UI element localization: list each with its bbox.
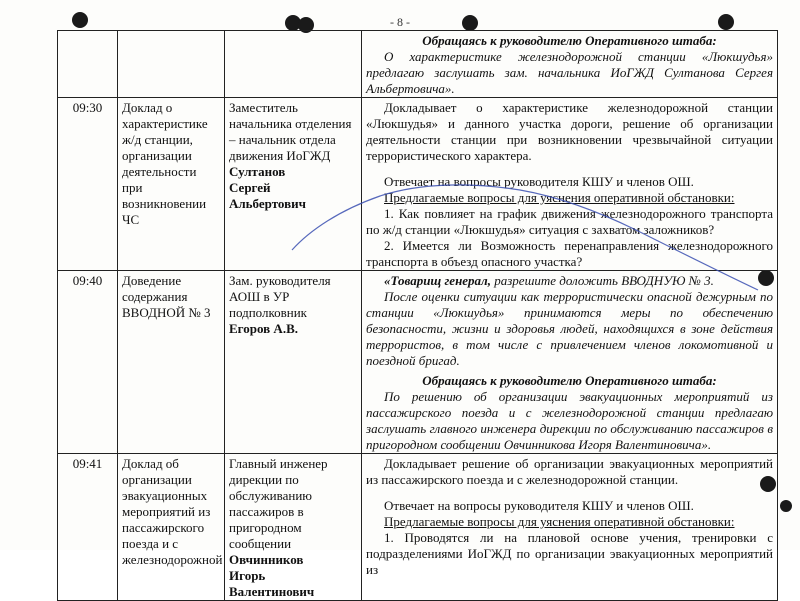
time-cell <box>58 31 118 98</box>
content-cell <box>362 98 778 271</box>
speaker-name: Егоров А.В. <box>229 321 298 336</box>
content-paragraph: Отвечает на вопросы руководителя КШУ и членов ОШ. <box>384 174 694 189</box>
speaker-role: Главный инженер дирекции по обслуживанию пассажиров в пригородном сообщении <box>229 456 328 551</box>
content-text: О характеристике железнодорожной станции «Люкшудья» предлагаю заслушать зам. начальника ИоГЖД Султанова Сергея Альбертовича». <box>366 49 773 96</box>
lead-bold: «Товарищ генерал, <box>384 273 491 288</box>
topic-cell <box>118 31 225 98</box>
time-cell: 09:41 <box>58 454 118 601</box>
content-paragraph: Докладывает решение об организации эвакуационных мероприятий из пассажирского поезда и с железнодорожной станции. <box>366 456 773 487</box>
speaker-name: Султанов <box>229 164 286 179</box>
speaker-role: Зам. руководителя АОШ в УР подполковник <box>229 273 331 320</box>
speaker-cell <box>225 98 362 271</box>
question-item: 1. Как повлияет на график движения железнодорожного транспорта по ж/д станции «Люкшудья» ситуация с захватом заложников? <box>366 206 773 237</box>
speaker-name: Игорь <box>229 568 266 583</box>
topic-cell: Доклад о характеристике ж/д станции, организации деятельности при возникновении ЧС <box>118 98 225 271</box>
punch-hole-top-4 <box>462 15 478 31</box>
content-heading: Обращаясь к руководителю Оперативного штаба: <box>422 33 717 48</box>
speaker-role: Заместитель начальника отделения – начальник отдела движения ИоГЖД <box>229 100 352 163</box>
table-row <box>58 454 778 601</box>
page-number: - 8 - <box>390 15 410 29</box>
speaker-name: Овчинников <box>229 552 304 567</box>
content-heading: Обращаясь к руководителю Оперативного штаба: <box>422 373 717 388</box>
table-row <box>58 98 778 271</box>
content-cell <box>362 31 778 98</box>
time-cell: 09:30 <box>58 98 118 271</box>
punch-hole-right-3 <box>780 500 792 512</box>
content-paragraph: По решению об организации эвакуационных мероприятий из пассажирского поезда и с железнодорожной станции предлагаю заслушать главного инженера дирекции по обслуживанию пассажиров в пригородном сообщении Овчинникова Игоря Валентиновича». <box>366 389 773 452</box>
topic-cell: Доклад об организации эвакуационных мероприятий из пассажирского поезда и с железнодорожной <box>118 454 225 601</box>
table-row <box>58 31 778 98</box>
questions-heading: Предлагаемые вопросы для уяснения оперативной обстановки: <box>384 514 735 529</box>
speaker-cell <box>225 271 362 454</box>
question-item: 1. Проводятся ли на плановой основе учения, тренировки с подразделениями ИоГЖД по организации эвакуационных мероприятий из <box>366 530 773 577</box>
speaker-name: Валентинович <box>229 584 315 599</box>
content-lead <box>366 273 773 289</box>
content-paragraph: Отвечает на вопросы руководителя КШУ и членов ОШ. <box>384 498 694 513</box>
speaker-name: Альбертович <box>229 196 306 211</box>
punch-hole-top-1 <box>72 12 88 28</box>
speaker-cell <box>225 31 362 98</box>
questions-heading: Предлагаемые вопросы для уяснения оперативной обстановки: <box>384 190 735 205</box>
table-row <box>58 271 778 454</box>
speaker-name: Сергей <box>229 180 271 195</box>
content-paragraph: После оценки ситуации как террористически опасной дежурным по станции «Люкшудья» принимаются меры по обеспечению безопасности, жизни и здоровья людей, находящихся в зоне действия террористов, в том числе с привлечением членов локомотивной и поездной бригад. <box>366 289 773 368</box>
speaker-cell <box>225 454 362 601</box>
content-cell <box>362 454 778 601</box>
topic-cell: Доведение содержания ВВОДНОЙ № 3 <box>118 271 225 454</box>
question-item: 2. Имеется ли Возможность перенаправления железнодорожного транспорта в объезд опасного участка? <box>366 238 773 269</box>
content-paragraph: Докладывает о характеристике железнодорожной станции «Люкшудья» и данного участка дороги, решение об организации деятельности станции при возникновении чрезвычайной ситуации террористического характера. <box>366 100 773 163</box>
lead-rest: разрешите доложить ВВОДНУЮ № 3. <box>490 273 714 288</box>
schedule-table <box>57 30 778 601</box>
time-cell: 09:40 <box>58 271 118 454</box>
content-cell <box>362 271 778 454</box>
punch-hole-top-5 <box>718 14 734 30</box>
